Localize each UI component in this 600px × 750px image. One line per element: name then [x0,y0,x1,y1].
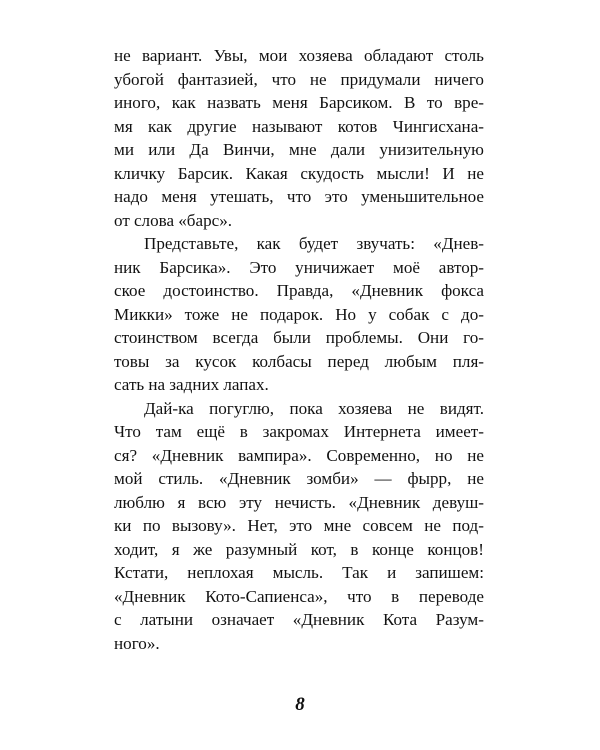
text-line: товы за кусок колбасы перед любым пля- [114,351,484,371]
text-line: ходит, я же разумный кот, в конце концов! [114,539,484,559]
text-line: от слова «барс». [114,210,233,230]
text-line: ки по вызову». Нет, это мне совсем не под- [114,516,484,535]
text-line: сать на задних лапах. [114,375,269,394]
text-line: ское достоинство. Правда, «Дневник фокса [114,281,484,300]
text-line: кличку Барсик. Какая скудость мысли! И не [114,163,484,183]
text-line: стоинством всегда были проблемы. Они го- [114,328,484,347]
text-line: ми или Да Винчи, мне дали унизительную [114,140,484,159]
text-line: ного». [114,633,160,653]
text-line: ник Барсика». Это уничижает моё автор- [114,257,484,277]
text-line: надо меня утешать, что это уменьшительное [114,187,484,206]
page-text-block [114,44,484,655]
text-line: с латыни означает «Дневник Кота Разум- [114,610,484,629]
paragraph [114,44,484,232]
text-line: Дай-ка погуглю, пока хозяева не видят. [144,398,484,418]
text-line: ся? «Дневник вампира». Современно, но не [114,445,484,465]
page-number: 8 [295,694,305,715]
text-line: мя как другие называют котов Чингисхана- [114,116,484,136]
text-line: люблю я всю эту нечисть. «Дневник девуш- [114,492,484,512]
text-line: иного, как назвать меня Барсиком. В то вре- [114,93,484,112]
text-line: «Дневник Кото-Сапиенса», что в переводе [114,586,484,606]
text-line: Микки» тоже не подарок. Но у собак с до- [114,304,484,324]
text-line: Что там ещё в закромах Интернета имеет- [114,422,484,441]
text-line: убогой фантазией, что не придумали ничего [114,69,484,89]
paragraph [114,397,484,656]
paragraph [114,232,484,397]
text-line: не вариант. Увы, мои хозяева обладают столь [114,46,484,65]
text-line: Представьте, как будет звучать: «Днев- [144,234,484,253]
text-line: Кстати, неплохая мысль. Так и запишем: [114,563,484,582]
text-line: мой стиль. «Дневник зомби» — фырр, не [114,469,484,488]
